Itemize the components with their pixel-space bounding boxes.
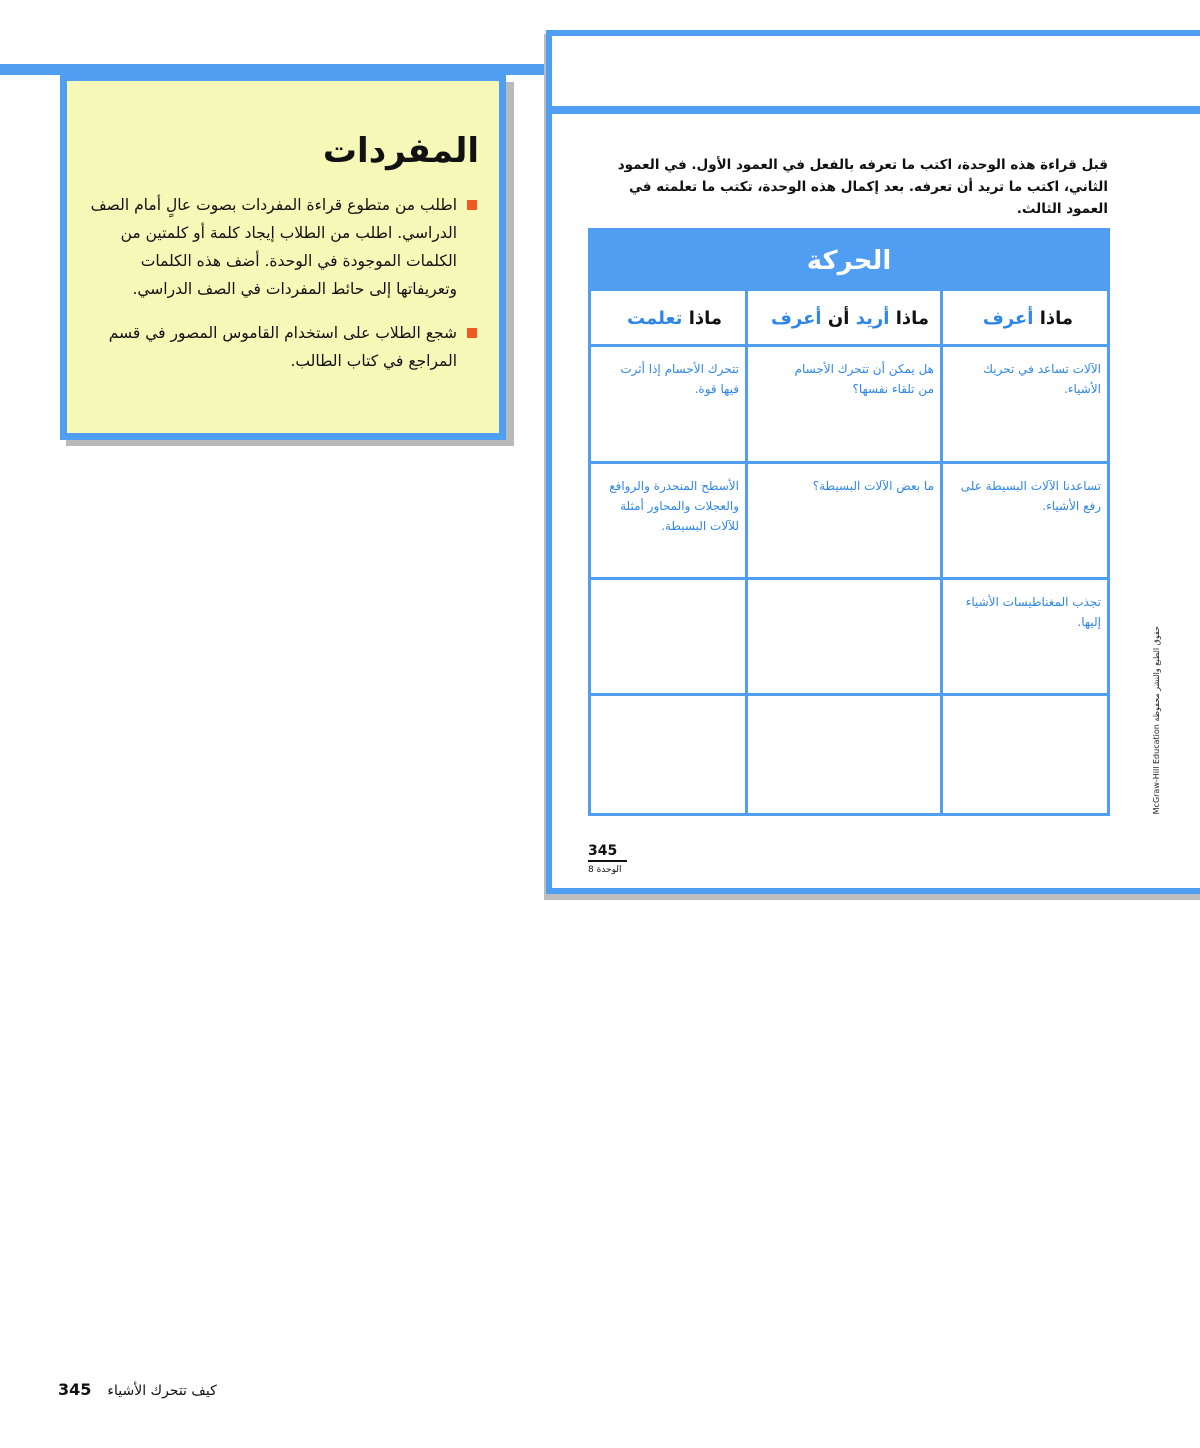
student-page-thumbnail <box>546 30 1200 894</box>
kwl-chart <box>588 228 1110 816</box>
vocabulary-bullet <box>87 191 479 303</box>
vocabulary-title: المفردات <box>322 131 479 171</box>
kwl-cell: الآلات تساعد في تحريك الأشياء. <box>983 362 1101 396</box>
page-header-band <box>552 106 1200 114</box>
kwl-cell: تتحرك الأجسام إذا أثرت فيها قوة. <box>620 362 739 396</box>
kwl-cell: الأسطح المنحدرة والروافع والعجلات والمحاور أمثلة للآلات البسيطة. <box>609 479 739 533</box>
kwl-cell <box>591 580 745 693</box>
vocabulary-bullet-text: شجع الطلاب على استخدام القاموس المصور في قسم المراجع في كتاب الطالب. <box>108 324 457 370</box>
kwl-cell: ما بعض الآلات البسيطة؟ <box>812 479 934 493</box>
kwl-cell <box>943 696 1107 813</box>
kwl-cell <box>748 580 940 693</box>
kwl-cell: هل يمكن أن تتحرك الأجسام من تلقاء نفسها؟ <box>794 362 934 396</box>
kwl-cell: تساعدنا الآلات البسيطة على رفع الأشياء. <box>960 479 1101 513</box>
kwl-instructions: قبل قراءة هذه الوحدة، اكتب ما تعرفه بالفعل في العمود الأول. في العمود الثاني، اكتب ما تريد أن تعرفه. بعد إكمال هذه الوحدة، تكتب ما تعلمته في العمود الثالث. <box>617 157 1108 217</box>
kwl-cell <box>748 696 940 813</box>
vocabulary-box <box>60 74 506 440</box>
footer-page-number: 345 <box>58 1380 92 1399</box>
kwl-cell <box>591 696 745 813</box>
page-footer <box>58 1380 217 1399</box>
square-bullet-icon <box>467 200 477 210</box>
copyright-notice: McGraw-Hill Education حقوق الطبع والنشر محفوظة <box>1152 626 1161 815</box>
vocabulary-bullet <box>87 319 479 375</box>
unit-label: الوحدة 8 <box>588 865 622 875</box>
vocabulary-bullet-text: اطلب من متطوع قراءة المفردات بصوت عالٍ أمام الصف الدراسي. اطلب من الطلاب إيجاد كلمة أو كلمتين من الكلمات الموجودة في الوحدة. أضف هذه الكلمات وتعريفاتها إلى حائط المفردات في الصف الدراسي. <box>90 196 457 298</box>
column-header-want-to-know: ماذا أريد أن أعرف <box>748 291 943 347</box>
column-header-learned: ماذا تعلمت <box>591 291 748 347</box>
kwl-cell: تجذب المغناطيسات الأشياء إليها. <box>965 595 1101 629</box>
square-bullet-icon <box>467 328 477 338</box>
kwl-chart-title: الحركة <box>591 231 1107 291</box>
page-number: 345 <box>588 842 627 862</box>
column-header-know: ماذا أعرف <box>943 291 1107 347</box>
footer-title: كيف تتحرك الأشياء <box>107 1383 217 1399</box>
